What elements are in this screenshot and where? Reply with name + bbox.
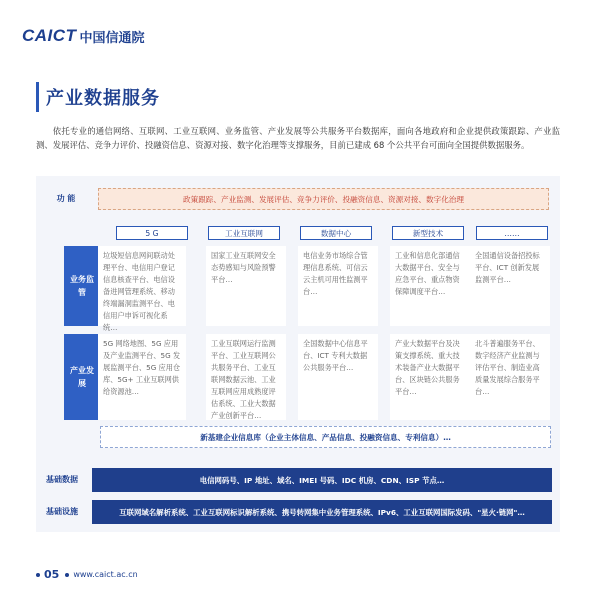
page-title: 产业数据服务 (46, 88, 160, 109)
cell-development-more: 北斗普遍服务平台、数字经济产业监测与评估平台、制造业高质量发展综合服务平台… (470, 334, 550, 420)
function-label: 功 能 (56, 194, 76, 203)
column-header-5g: 5 G (116, 226, 188, 240)
column-header-more: …… (476, 226, 548, 240)
logo-english: CAICT (22, 26, 77, 45)
cell-development-newtech: 产业大数据平台及决策支撑系统、重大技术装备产业大数据平台、区块链公共服务平台… (390, 334, 470, 420)
cell-supervision-5g: 垃圾短信息网间联动处理平台、电信用户登记信息核查平台、电信设备进网管理系统、移动终端漏洞监测平台、电信用户申诉可视化系统… (98, 246, 186, 326)
cell-development-datacenter: 全国数据中心信息平台、ICT 专利大数据公共服务平台… (298, 334, 378, 420)
service-diagram (36, 176, 560, 532)
base-infrastructure-bar: 互联网域名解析系统、工业互联网标识解析系统、携号转网集中业务管理系统、IPv6、工业互联网国际发码、"星火·链网"… (92, 500, 552, 524)
row-label-industry-development: 产业发展 (64, 334, 100, 420)
column-header-industrial-internet: 工业互联网 (208, 226, 280, 240)
footer-url: www.caict.ac.cn (73, 570, 138, 579)
function-box: 政策跟踪、产业监测、发展评估、竞争力评价、投融资信息、资源对接、数字化治理 (98, 188, 549, 210)
footer-dot-icon (65, 573, 69, 577)
logo-chinese: 中国信通院 (79, 30, 145, 46)
base-infrastructure-label: 基础设施 (46, 507, 78, 516)
intro-paragraph: 依托专业的通信网络、互联网、工业互联网、业务监管、产业发展等公共服务平台数据库，面向各地政府和企业提供政策跟踪、产业监测、发展评估、竞争力评价、投融资信息、资源对接、数字化治理等支撑服务，目前已建成 68 个公共平台可面向全国提供数据服务。 (36, 126, 560, 150)
cell-supervision-more: 全国通信设备招投标平台、ICT 创新发展监测平台… (470, 246, 550, 326)
cell-development-5g: 5G 网络地图、5G 应用及产业监测平台、5G 发展监测平台、5G 应用仓库、5G+ 工业互联网供给资源池… (98, 334, 186, 420)
column-header-new-tech: 新型技术 (392, 226, 464, 240)
cell-supervision-industrial: 国家工业互联网安全态势感知与风险预警平台… (206, 246, 286, 326)
title-accent-bar (36, 82, 39, 112)
page-footer (36, 568, 138, 581)
enterprise-database-box: 新基建企业信息库（企业主体信息、产品信息、投融资信息、专利信息）… (100, 426, 551, 448)
row-label-business-supervision: 业务监管 (64, 246, 100, 326)
cell-supervision-datacenter: 电信业务市场综合管理信息系统、可信云云主机可用性监测平台… (298, 246, 378, 326)
column-header-data-center: 数据中心 (300, 226, 372, 240)
page-number: 05 (44, 568, 60, 581)
base-data-label: 基础数据 (46, 475, 78, 484)
cell-supervision-newtech: 工业和信息化部通信大数据平台、安全与应急平台、重点物资保障调度平台… (390, 246, 470, 326)
footer-dot-icon (36, 573, 40, 577)
caict-logo (22, 26, 144, 46)
cell-development-industrial: 工业互联网运行监测平台、工业互联网公共服务平台、工业互联网数据云池、工业互联网应用成熟度评估系统、工业大数据产业创新平台… (206, 334, 286, 420)
base-data-bar: 电信网码号、IP 地址、域名、IMEI 号码、IDC 机房、CDN、ISP 节点… (92, 468, 552, 492)
